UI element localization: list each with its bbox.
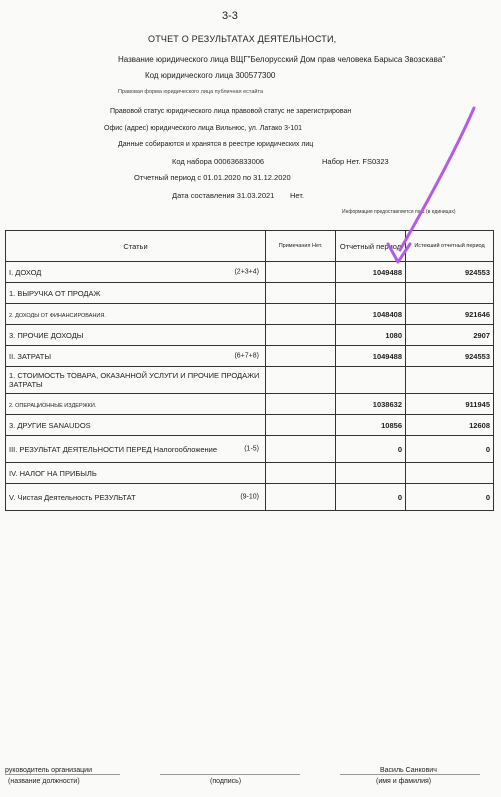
row-previous-value: 924553 [406, 346, 494, 367]
head-label: руководитель организации [5, 767, 92, 774]
row-notes-cell [266, 325, 336, 346]
row-previous-value: 12608 [406, 415, 494, 436]
row-notes-cell [266, 346, 336, 367]
col-notes: Примечания Нет. [266, 231, 336, 262]
row-label-cell [6, 283, 266, 304]
row-label-cell [6, 346, 266, 367]
row-label: 3. ДРУГИЕ SANAUDOS [9, 420, 91, 430]
col-articles: Статьи [6, 231, 266, 262]
results-table [5, 230, 494, 511]
registry-note: Данные собираются и хранятся в реестре юридических лиц [118, 141, 314, 148]
table-row [6, 415, 494, 436]
position-line [5, 774, 120, 775]
row-current-value: 1048408 [336, 304, 406, 325]
set-name: Набор Нет. FS0323 [322, 157, 389, 166]
row-current-value [336, 367, 406, 394]
table-row [6, 346, 494, 367]
row-notes-cell [266, 484, 336, 511]
signature-caption: (подпись) [210, 778, 242, 785]
row-formula: (2+3+4) [234, 268, 259, 276]
position-caption: (название должности) [8, 778, 80, 785]
row-current-value: 0 [336, 484, 406, 511]
row-previous-value [406, 463, 494, 484]
table-row [6, 367, 494, 394]
row-label-cell [6, 463, 266, 484]
row-notes-cell [266, 283, 336, 304]
col-previous: Истекший отчетный период [406, 231, 494, 262]
compile-date: Дата составления 31.03.2021 [172, 191, 275, 200]
row-notes-cell [266, 367, 336, 394]
row-label: 2. ОПЕРАЦИОННЫЕ ИЗДЕРЖКИ. [9, 402, 97, 409]
row-previous-value: 0 [406, 484, 494, 511]
reporting-period: Отчетный период с 01.01.2020 по 31.12.2020 [134, 173, 291, 182]
row-label-cell [6, 325, 266, 346]
table-row [6, 325, 494, 346]
row-current-value: 1038632 [336, 394, 406, 415]
row-formula: (1-5) [244, 445, 259, 453]
row-notes-cell [266, 394, 336, 415]
row-label: V. Чистая Деятельность РЕЗУЛЬТАТ [9, 492, 136, 502]
table-row [6, 436, 494, 463]
legal-form: Правовая форма юридического лица публичная естайта [118, 89, 264, 95]
row-previous-value [406, 367, 494, 394]
row-current-value [336, 283, 406, 304]
row-current-value: 1049488 [336, 346, 406, 367]
name-line [340, 774, 480, 775]
info-note: Информация предоставляется па 1 (в единицах) [342, 209, 456, 215]
row-previous-value: 924553 [406, 262, 494, 283]
compile-date-suffix: Нет. [290, 191, 305, 200]
legal-status: Правовой статус юридического лица правовой статус не зарегистрирован [110, 108, 352, 115]
row-previous-value: 2907 [406, 325, 494, 346]
name-caption: (имя и фамилия) [376, 778, 432, 785]
signature-line [160, 774, 300, 775]
row-label-cell [6, 262, 266, 283]
row-current-value: 10856 [336, 415, 406, 436]
row-label-cell [6, 394, 266, 415]
row-formula: (6+7+8) [234, 352, 259, 360]
row-previous-value: 911945 [406, 394, 494, 415]
table-row [6, 484, 494, 511]
signer-name: Василь Санкович [380, 767, 437, 774]
row-previous-value: 0 [406, 436, 494, 463]
row-label: 2. ДОХОДЫ ОТ ФИНАНСИРОВАНИЯ. [9, 312, 106, 319]
set-code: Код набора 000636833006 [172, 157, 265, 166]
row-label: 1. СТОИМОСТЬ ТОВАРА, ОКАЗАННОЙ УСЛУГИ И ПРОЧИЕ ПРОДАЖИ ЗАТРАТЫ [9, 371, 260, 389]
arrow-shaft [400, 108, 474, 250]
table-row [6, 304, 494, 325]
table-row [6, 262, 494, 283]
row-label: 1. ВЫРУЧКА ОТ ПРОДАЖ [9, 288, 101, 298]
table-header-row [6, 231, 494, 262]
row-notes-cell [266, 436, 336, 463]
table-row [6, 394, 494, 415]
report-title: ОТЧЕТ О РЕЗУЛЬТАТАХ ДЕЯТЕЛЬНОСТИ, [148, 34, 337, 44]
row-notes-cell [266, 415, 336, 436]
table-row [6, 283, 494, 304]
table-row [6, 463, 494, 484]
row-label: III. РЕЗУЛЬТАТ ДЕЯТЕЛЬНОСТИ ПЕРЕД Налогообложение [9, 444, 218, 454]
row-label-cell [6, 304, 266, 325]
col-current: Отчетный период [336, 231, 406, 262]
row-notes-cell [266, 262, 336, 283]
row-label-cell [6, 415, 266, 436]
row-current-value: 0 [336, 436, 406, 463]
row-notes-cell [266, 304, 336, 325]
row-notes-cell [266, 463, 336, 484]
row-formula: (9-10) [240, 493, 259, 501]
row-previous-value: 921646 [406, 304, 494, 325]
row-current-value [336, 463, 406, 484]
entity-name: Название юридического лица ВЩГ"Белорусский Дом прав человека Барыса Звозскава" [118, 55, 446, 64]
row-label: 3. ПРОЧИЕ ДОХОДЫ [9, 330, 84, 340]
row-label: IV. НАЛОГ НА ПРИБЫЛЬ [9, 468, 97, 478]
row-previous-value [406, 283, 494, 304]
row-label: II. ЗАТРАТЫ [9, 351, 52, 361]
row-label-cell [6, 436, 266, 463]
office-address: Офис (адрес) юридического лица Вильнюс, ул. Латако 3-101 [104, 125, 303, 132]
entity-code: Код юридического лица 300577300 [145, 71, 276, 80]
row-current-value: 1080 [336, 325, 406, 346]
row-label-cell [6, 367, 266, 394]
row-label-cell [6, 484, 266, 511]
row-current-value: 1049488 [336, 262, 406, 283]
row-label: I. ДОХОД [9, 267, 42, 277]
table-body [6, 262, 494, 511]
form-code: 3-3 [222, 10, 238, 22]
